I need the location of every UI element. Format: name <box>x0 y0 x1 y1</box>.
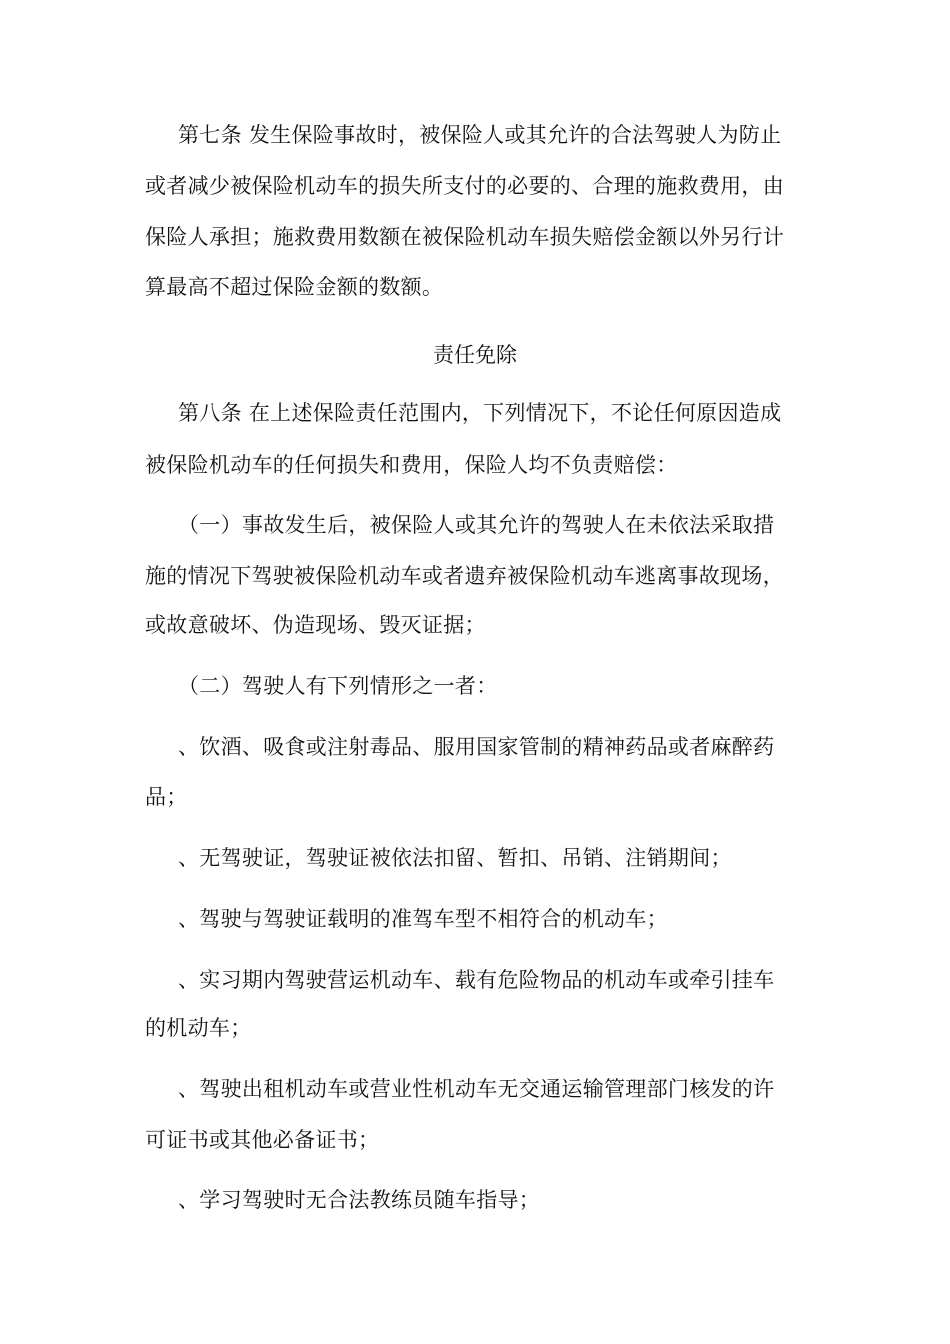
paragraph-line: 或者减少被保险机动车的损失所支付的必要的、合理的施救费用，由 <box>145 174 784 198</box>
paragraph-line: 、无驾驶证，驾驶证被依法扣留、暂扣、吊销、注销期间； <box>178 846 732 870</box>
paragraph-line: 、饮酒、吸食或注射毒品、服用国家管制的精神药品或者麻醉药 <box>178 735 775 759</box>
paragraph-line: 、实习期内驾驶营运机动车、载有危险物品的机动车或牵引挂车 <box>178 968 775 992</box>
paragraph-line: 被保险机动车的任何损失和费用，保险人均不负责赔偿： <box>145 453 678 477</box>
paragraph-line: 保险人承担；施救费用数额在被保险机动车损失赔偿金额以外另行计 <box>145 225 784 249</box>
paragraph-line: 、学习驾驶时无合法教练员随车指导； <box>178 1188 541 1212</box>
paragraph-line: 第七条 发生保险事故时，被保险人或其允许的合法驾驶人为防止 <box>178 123 782 147</box>
paragraph-line: 、驾驶与驾驶证载明的准驾车型不相符合的机动车； <box>178 907 668 931</box>
paragraph-line: 品； <box>145 785 188 809</box>
paragraph-line: 第八条 在上述保险责任范围内，下列情况下，不论任何原因造成 <box>178 401 782 425</box>
paragraph-line: 施的情况下驾驶被保险机动车或者遗弃被保险机动车逃离事故现场， <box>145 564 784 588</box>
paragraph-line: （二）驾驶人有下列情形之一者： <box>178 674 498 698</box>
section-heading: 责任免除 <box>433 343 517 367</box>
paragraph-line: （一）事故发生后，被保险人或其允许的驾驶人在未依法采取措 <box>178 513 775 537</box>
paragraph-line: 算最高不超过保险金额的数额。 <box>145 275 444 299</box>
paragraph-line: 或故意破坏、伪造现场、毁灭证据； <box>145 613 486 637</box>
paragraph-line: 的机动车； <box>145 1016 252 1040</box>
paragraph-line: 、驾驶出租机动车或营业性机动车无交通运输管理部门核发的许 <box>178 1077 775 1101</box>
paragraph-line: 可证书或其他必备证书； <box>145 1128 380 1152</box>
